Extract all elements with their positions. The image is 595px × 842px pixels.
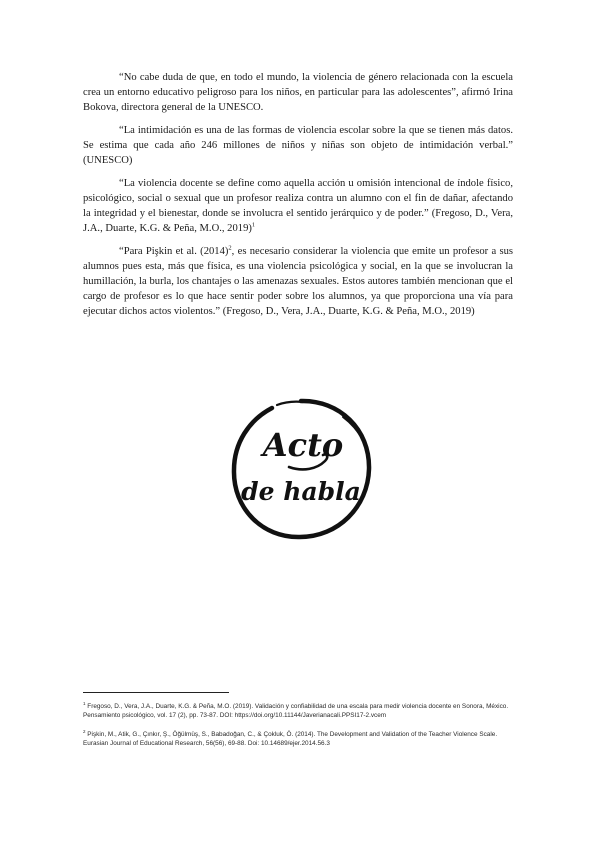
quote-paragraph-teacher-violence-definition xyxy=(83,176,513,236)
paragraph-text: “La intimidación es una de las formas de violencia escolar sobre la que se tienen más datos. Se estima que cada año 246 millones de niños y niñas son objeto de intimidación verbal.” (UNESCO) xyxy=(83,125,513,166)
footnote-reference[interactable]: 2 xyxy=(228,244,232,252)
paragraph-text-start: “Para Pişkin et al. (2014) xyxy=(119,246,229,257)
paragraph-text-end: , es necesario considerar la violencia que emite un profesor a sus alumnos pues esta, más que física, es una violencia psicológica y social, en la que se involucran la humillación, la burla, los chantajes o las amenazas sexuales. Estos autores también mencionan que el cargo de profesor es lo que hace sentir poder sobre los alumnos, ya que proporciona una vía para ejecutar dichos actos violentos.” (Fregoso, D., Vera, J.A., Duarte, K.G. & Peña, M.O., 2019) xyxy=(83,246,514,317)
paragraph-text: “No cabe duda de que, en todo el mundo, la violencia de género relacionada con la escuela crea un entorno educativo peligroso para los niños, en particular para las adolescentes”, afirmó Irina Bokova, directora general de la UNESCO. xyxy=(83,72,513,113)
footnote-text: Fregoso, D., Vera, J.A., Duarte, K.G. & Peña, M.O. (2019). Validación y confiabilidad de una escala para medir violencia docente en Sonora, México. Pensamiento psicológico, vol. 17 (2), pp. 73-87. DOI: https://doi.org/10.11144/Javerianacali.PPSI17-2.vcem xyxy=(83,703,509,720)
quote-paragraph-unesco-director xyxy=(83,70,513,115)
quote-paragraph-intimidation xyxy=(83,123,513,168)
logo-word-acto: Acto xyxy=(262,426,344,464)
footnote-separator xyxy=(83,692,229,693)
footnote-2 xyxy=(83,730,513,749)
acto-de-habla-logo xyxy=(225,393,377,545)
footnote-number: 1 xyxy=(83,700,86,706)
paragraph-text: “La violencia docente se define como aquella acción u omisión intencional de índole físico, psicológico, social o sexual que un profesor realiza contra un alumno con el fin de dañar, afectando la integridad y el bienestar, donde se involucra el sentido jerárquico y de poder.” (Fregoso, D., Vera, J.A., Duarte, K.G. & Peña, M.O., 2019) xyxy=(83,178,513,234)
footnote-reference[interactable]: 1 xyxy=(251,221,256,229)
logo-ring-gap-stroke xyxy=(277,402,303,405)
logo-words-de-habla: de habla xyxy=(241,477,361,506)
quote-paragraph-piskin xyxy=(83,244,513,319)
footnote-number: 2 xyxy=(83,728,86,734)
footnote-1 xyxy=(83,702,513,721)
footnote-text: Pişkin, M., Atik, G., Çınkır, Ş., Öğülmüş, S., Babadoğan, C., & Çokluk, Ö. (2014). The Development and Validation of the Teacher Violence Scale. Eurasian Journal of Educational Research, 56(56), 69-88. Doi: 10.14689/ejer.2014.56.3 xyxy=(83,731,498,748)
logo-graphic xyxy=(225,393,377,545)
